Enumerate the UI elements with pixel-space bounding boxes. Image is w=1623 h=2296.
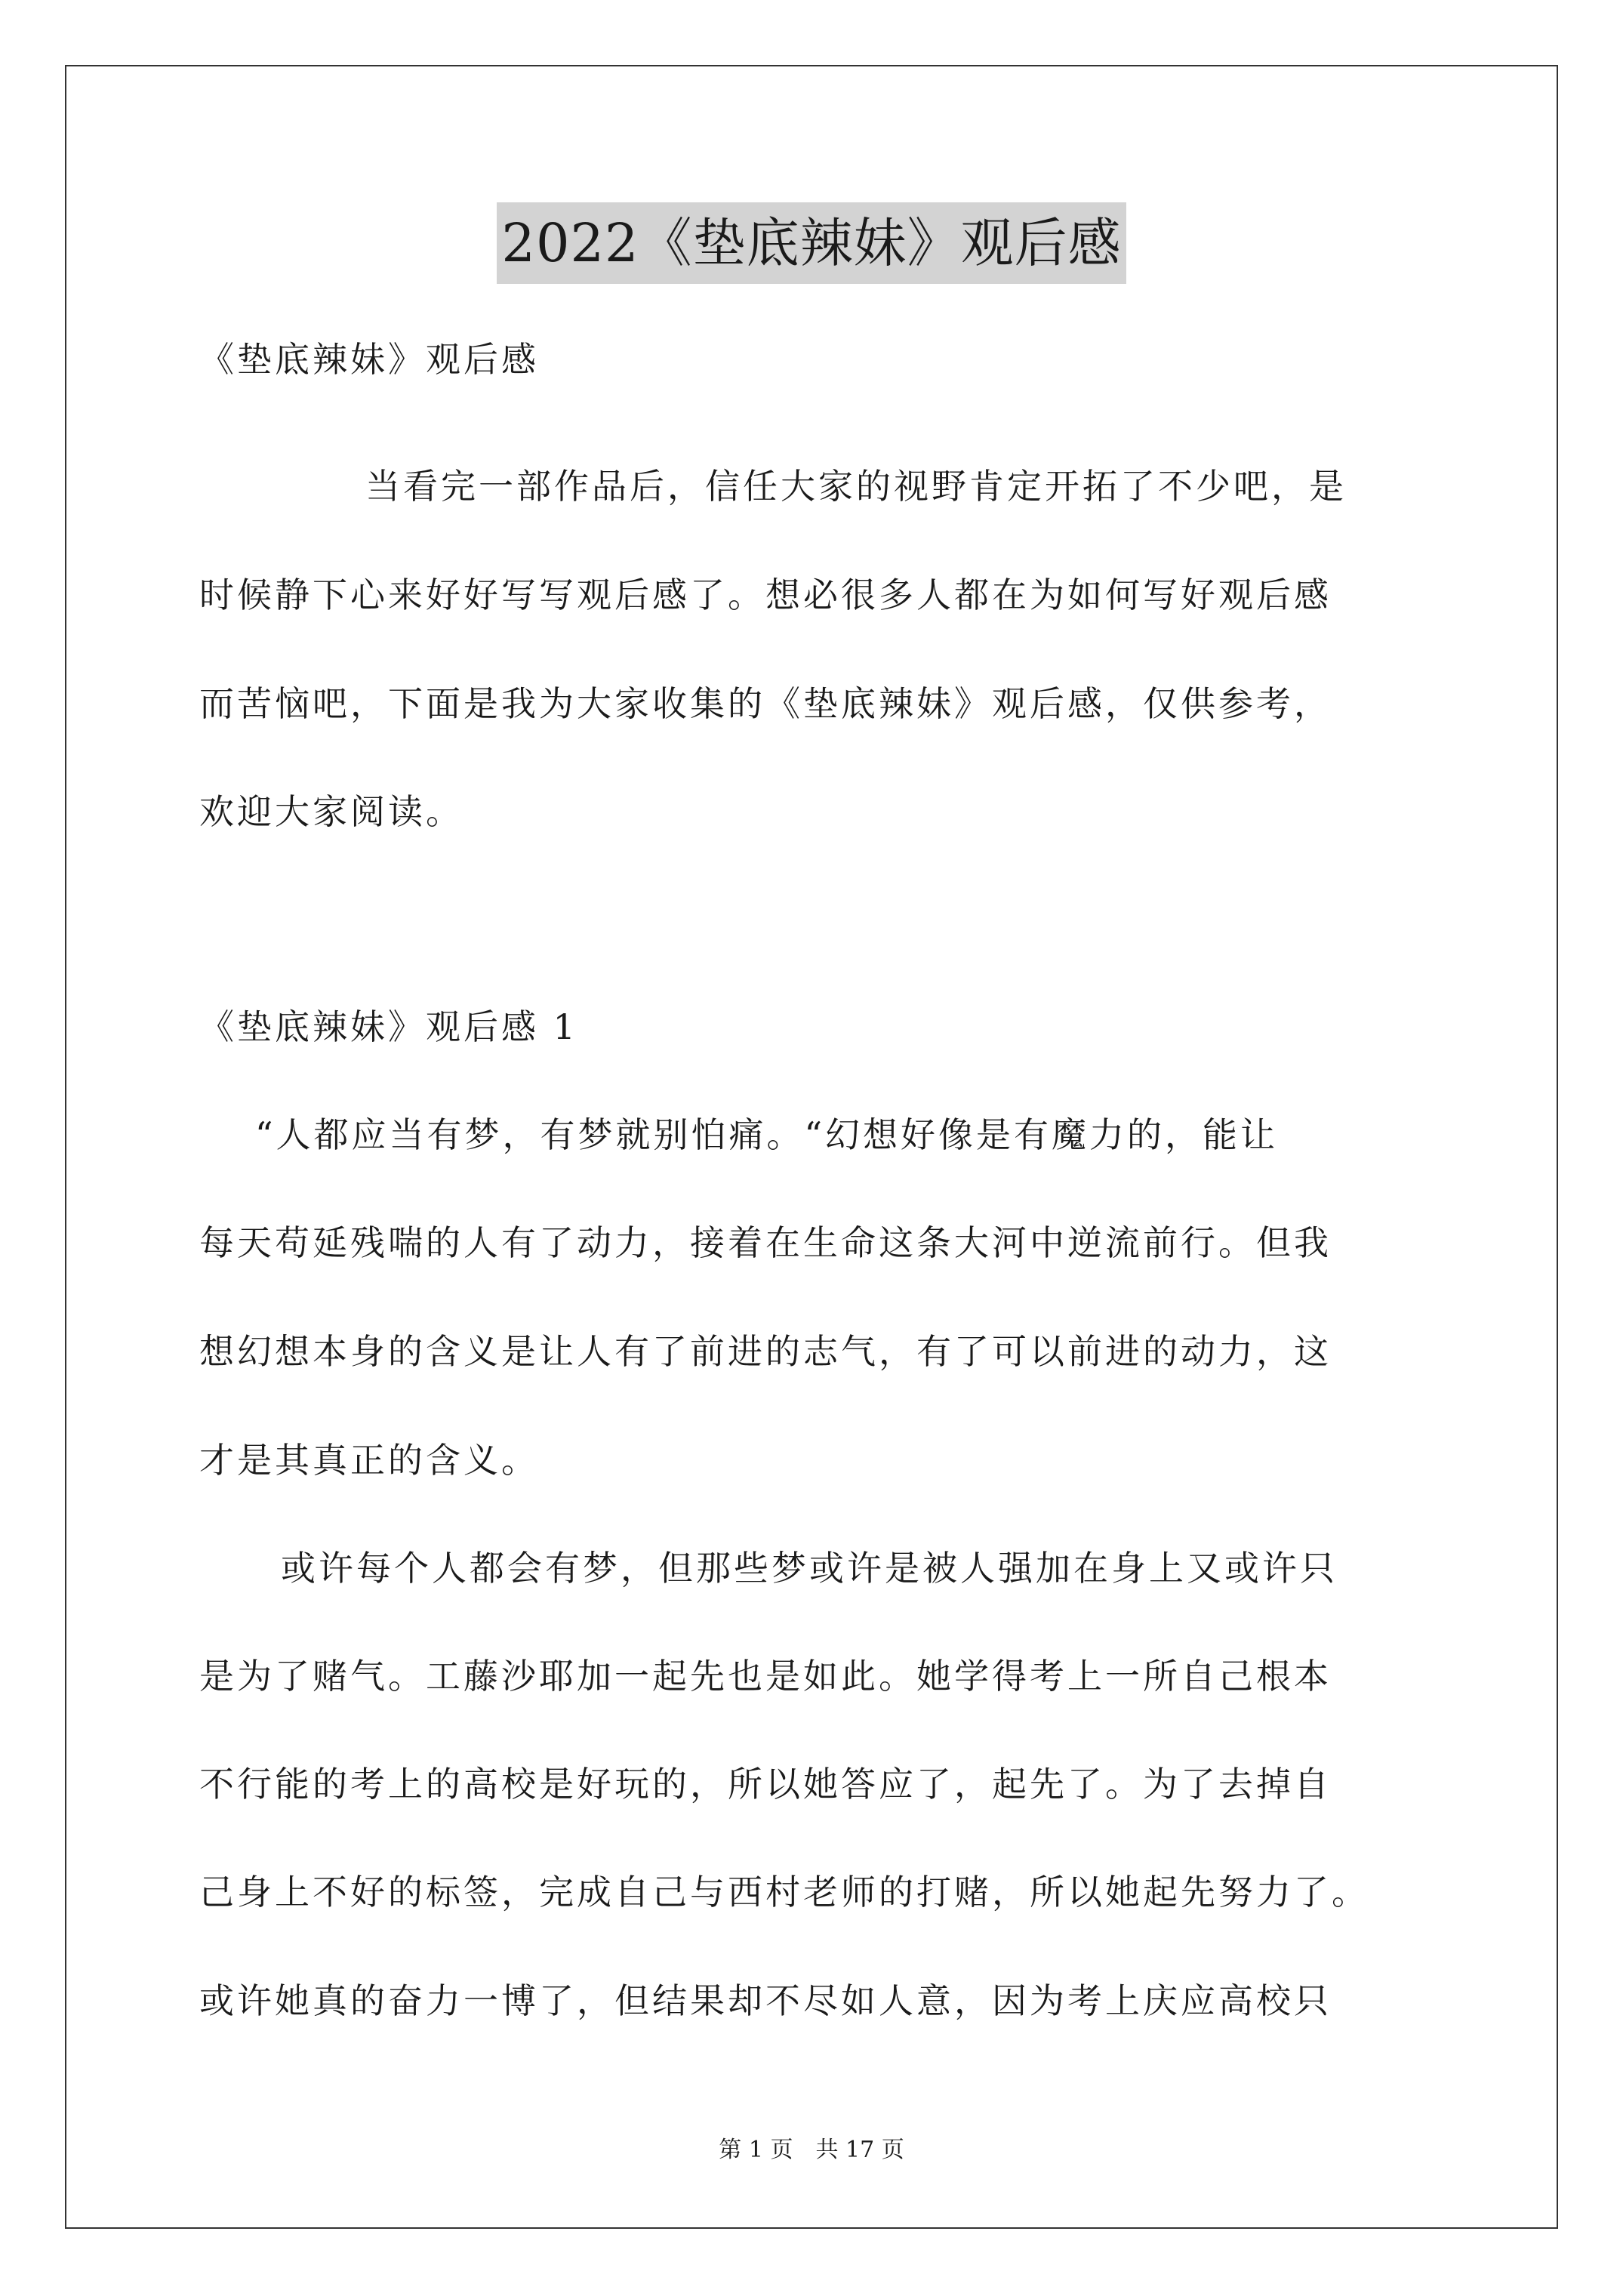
paragraph-line: 是为了赌气。工藤沙耶加一起先也是如此。她学得考上一所自己根本 [199, 1656, 1332, 1697]
section-heading: 《垫底辣妹》观后感 1 [199, 1006, 578, 1047]
paragraph-line: 每天苟延残喘的人有了动力，接着在生命这条大河中逆流前行。但我 [199, 1222, 1332, 1263]
paragraph-line: 不行能的考上的高校是好玩的，所以她答应了，起先了。为了去掉自 [199, 1764, 1332, 1804]
paragraph-line: 才是其真正的含义。 [199, 1440, 539, 1481]
intro-line: 当看完一部作品后，信任大家的视野肯定开拓了不少吧，是 [365, 466, 1347, 507]
paragraph-line: 或许她真的奋力一博了，但结果却不尽如人意，因为考上庆应高校只 [199, 1980, 1332, 2021]
paragraph-line: 己身上不好的标签，完成自己与西村老师的打赌，所以她起先努力了。 [199, 1872, 1369, 1912]
paragraph-line: “人都应当有梦，有梦就别怕痛。“幻想好像是有魔力的，能让 [255, 1114, 1279, 1155]
page-footer: 第 1 页 共 17 页 [719, 2137, 904, 2163]
intro-line: 欢迎大家阅读。 [199, 791, 463, 832]
intro-heading: 《垫底辣妹》观后感 [199, 339, 539, 380]
intro-line: 时候静下心来好好写写观后感了。想必很多人都在为如何写好观后感 [199, 575, 1332, 615]
paragraph-line: 想幻想本身的含义是让人有了前进的志气，有了可以前进的动力，这 [199, 1331, 1332, 1372]
intro-line: 而苦恼吧，下面是我为大家收集的《垫底辣妹》观后感，仅供参考， [199, 683, 1332, 724]
title-container [0, 202, 1623, 284]
document-title: 2022《垫底辣妹》观后感 [497, 202, 1126, 284]
paragraph-line: 或许每个人都会有梦，但那些梦或许是被人强加在身上又或许只 [281, 1548, 1338, 1589]
